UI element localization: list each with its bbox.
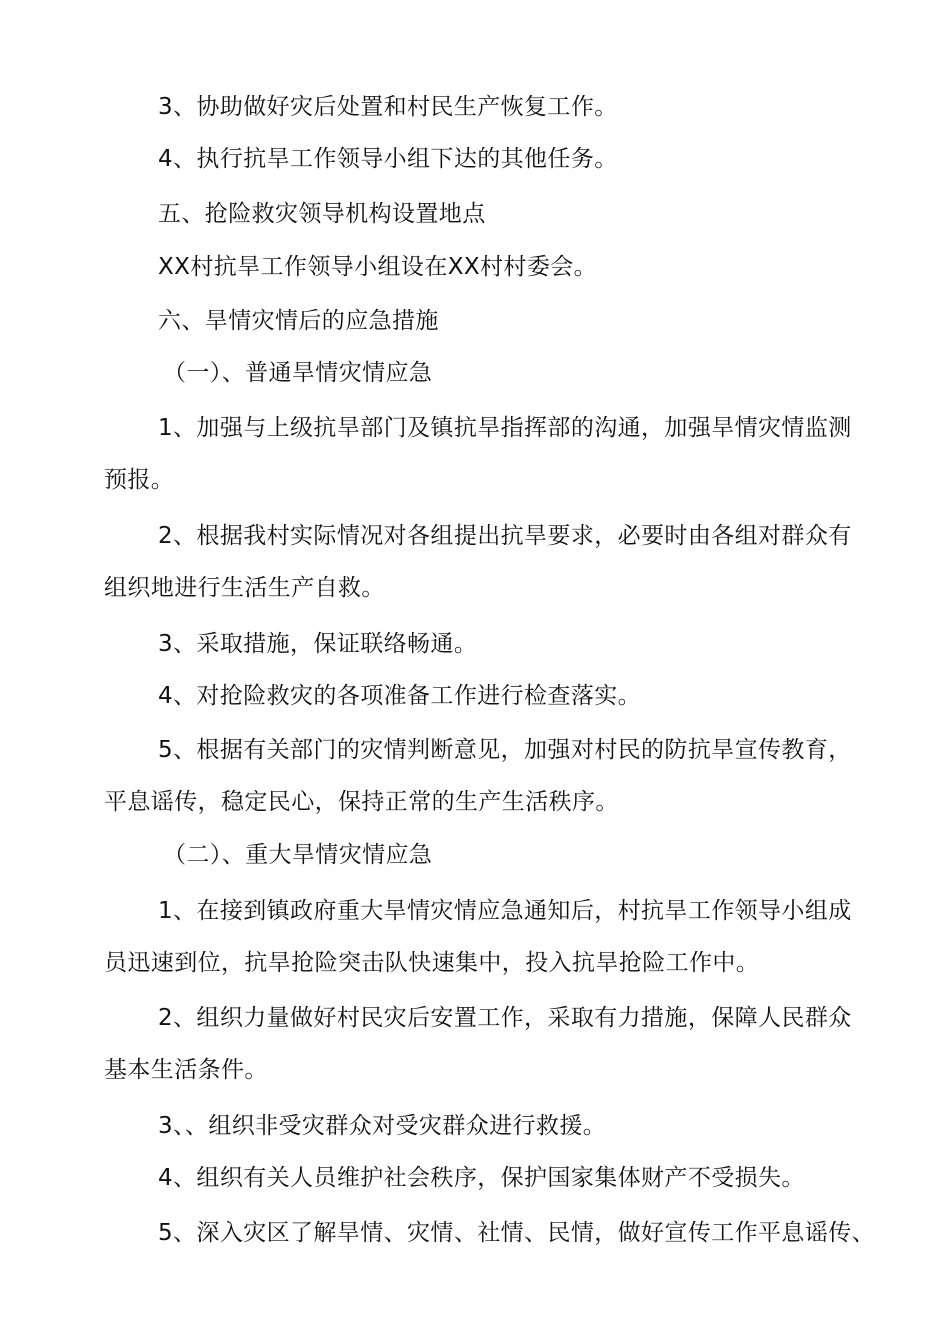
list-item-continuation: 预报。 [104,467,175,493]
list-item: 4、对抢险救灾的各项准备工作进行检查落实。 [158,683,642,709]
subsection-heading: （二）、重大旱情灾情应急 [163,842,433,868]
paragraph: XX村抗旱工作领导小组设在XX村村委会。 [158,254,598,280]
section-heading: 六、旱情灾情后的应急措施 [158,308,439,334]
list-item: 4、组织有关人员维护社会秩序，保护国家集体财产不受损失。 [158,1165,805,1191]
list-item-continuation: 基本生活条件。 [104,1057,268,1083]
list-item: 4、执行抗旱工作领导小组下达的其他任务。 [158,146,618,172]
list-item: 1、加强与上级抗旱部门及镇抗旱指挥部的沟通，加强旱情灾情监测 [158,415,852,441]
subsection-heading: （一）、普通旱情灾情应急 [163,360,433,386]
list-item: 5、根据有关部门的灾情判断意见，加强对村民的防抗旱宣传教育， [158,737,852,763]
list-item: 5、深入灾区了解旱情、灾情、社情、民情，做好宣传工作平息谣传、 [158,1220,876,1246]
list-item-continuation: 员迅速到位，抗旱抢险突击队快速集中，投入抗旱抢险工作中。 [104,950,760,976]
list-item: 3、、组织非受灾群众对受灾群众进行救援。 [158,1113,607,1139]
list-item: 3、协助做好灾后处置和村民生产恢复工作。 [158,94,618,120]
list-item-continuation: 组织地进行生活生产自救。 [104,575,385,601]
section-heading: 五、抢险救灾领导机构设置地点 [158,201,486,227]
list-item: 2、根据我村实际情况对各组提出抗旱要求，必要时由各组对群众有 [158,523,852,549]
list-item: 2、组织力量做好村民灾后安置工作，采取有力措施，保障人民群众 [158,1005,852,1031]
list-item: 3、采取措施，保证联络畅通。 [158,631,478,657]
list-item: 1、在接到镇政府重大旱情灾情应急通知后，村抗旱工作领导小组成 [158,898,852,924]
list-item-continuation: 平息谣传，稳定民心，保持正常的生产生活秩序。 [104,789,619,815]
